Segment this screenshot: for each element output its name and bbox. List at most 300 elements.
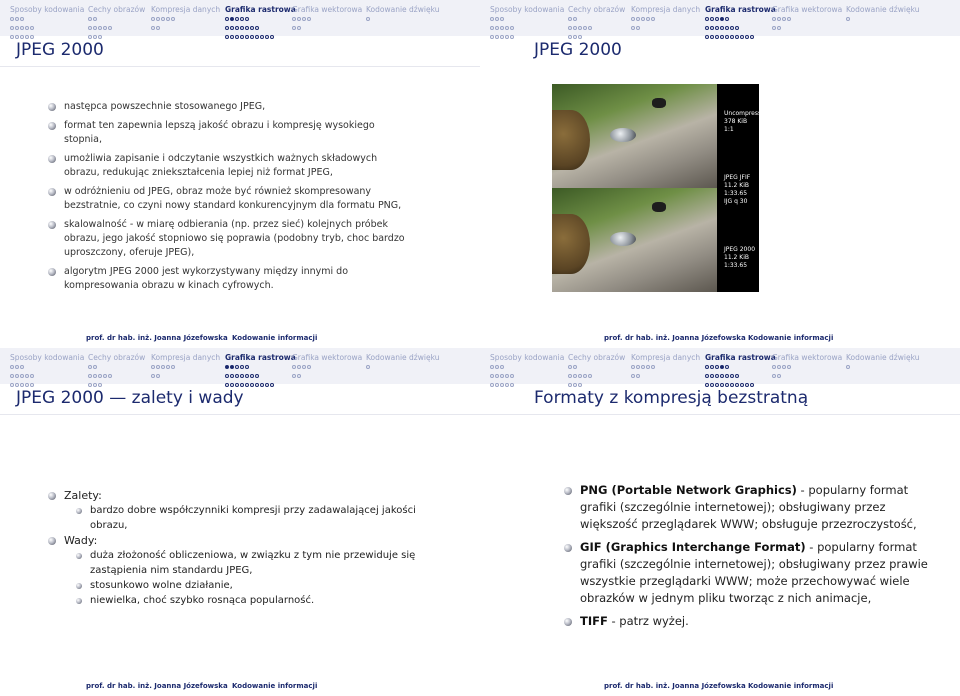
nav-frame-dot-icon[interactable]: [240, 26, 244, 30]
nav-frame-dot-icon[interactable]: [235, 35, 239, 39]
nav-frame-dot-icon[interactable]: [641, 17, 645, 21]
nav-section-title[interactable]: Grafika wektorowa: [772, 5, 843, 14]
nav-section-title[interactable]: Sposoby kodowania: [10, 5, 85, 14]
nav-section-title[interactable]: Cechy obrazów: [568, 5, 626, 14]
nav-frame-dot-icon[interactable]: [846, 365, 850, 369]
nav-section[interactable]: [88, 353, 145, 389]
nav-frame-dot-icon[interactable]: [151, 26, 155, 30]
bullet-ball-icon: [48, 268, 56, 276]
nav-frame-dot-icon[interactable]: [568, 35, 572, 39]
slide-jpeg2000-features: [0, 0, 480, 348]
nav-frame-dot-icon[interactable]: [490, 365, 494, 369]
nav-frame-dot-icon[interactable]: [302, 17, 306, 21]
nav-frame-dot-icon[interactable]: [302, 365, 306, 369]
nav-section[interactable]: [490, 5, 564, 41]
nav-frame-dot-icon[interactable]: [88, 374, 92, 378]
nav-section-title[interactable]: Kompresja danych: [151, 353, 221, 362]
nav-section[interactable]: [705, 5, 776, 41]
nav-frame-dot-icon[interactable]: [715, 383, 719, 387]
nav-frame-dot-icon[interactable]: [297, 365, 301, 369]
nav-frame-dot-icon[interactable]: [495, 35, 499, 39]
nav-frame-dot-icon[interactable]: [500, 26, 504, 30]
nav-frame-dot-icon[interactable]: [20, 365, 24, 369]
nav-section-title[interactable]: Grafika wektorowa: [772, 353, 843, 362]
nav-frame-dot-icon[interactable]: [88, 35, 92, 39]
nav-frame-dot-icon[interactable]: [235, 17, 239, 21]
nav-frame-dot-icon[interactable]: [30, 383, 34, 387]
nav-frame-dot-icon[interactable]: [495, 374, 499, 378]
nav-frame-dot-icon[interactable]: [500, 365, 504, 369]
nav-frame-dot-icon[interactable]: [15, 17, 19, 21]
nav-frame-dot-icon[interactable]: [15, 35, 19, 39]
nav-frame-dot-icon[interactable]: [93, 35, 97, 39]
nav-frame-dot-icon[interactable]: [720, 17, 724, 21]
label-jpeg2000: JPEG 2000 11.2 KiB 1:33.65: [724, 246, 756, 269]
nav-frame-dot-icon[interactable]: [705, 35, 709, 39]
nav-frame-dot-icon[interactable]: [240, 374, 244, 378]
nav-frame-dot-icon[interactable]: [573, 35, 577, 39]
nav-section[interactable]: [88, 5, 145, 41]
nav-frame-dot-icon[interactable]: [366, 17, 370, 21]
bullet-ball-icon: [76, 553, 82, 559]
nav-section-title[interactable]: Cechy obrazów: [88, 353, 146, 362]
nav-frame-dot-icon[interactable]: [151, 17, 155, 21]
nav-frame-dot-icon[interactable]: [725, 26, 729, 30]
footer-course: Kodowanie informacji: [748, 682, 834, 690]
nav-frame-dot-icon[interactable]: [631, 365, 635, 369]
nav-frame-dot-icon[interactable]: [93, 374, 97, 378]
nav-frame-dot-icon[interactable]: [93, 383, 97, 387]
nav-section[interactable]: [225, 353, 296, 389]
nav-frame-dot-icon[interactable]: [568, 365, 572, 369]
nav-section[interactable]: [366, 5, 439, 23]
nav-section-title[interactable]: Kompresja danych: [151, 5, 221, 14]
nav-section[interactable]: [292, 353, 362, 380]
nav-frame-dot-icon[interactable]: [270, 35, 274, 39]
nav-frame-dot-icon[interactable]: [15, 26, 19, 30]
nav-section-title[interactable]: Sposoby kodowania: [490, 5, 565, 14]
nav-section[interactable]: [366, 353, 439, 371]
nav-frame-dot-icon[interactable]: [720, 365, 724, 369]
nav-frame-dot-icon[interactable]: [505, 383, 509, 387]
nav-frame-dot-icon[interactable]: [510, 35, 514, 39]
nav-frame-dot-icon[interactable]: [641, 365, 645, 369]
nav-frame-dot-icon[interactable]: [730, 26, 734, 30]
nav-frame-dot-icon[interactable]: [777, 17, 781, 21]
nav-frame-dot-icon[interactable]: [15, 374, 19, 378]
nav-frame-dot-icon[interactable]: [161, 17, 165, 21]
nav-frame-dot-icon[interactable]: [265, 383, 269, 387]
nav-section[interactable]: [568, 5, 625, 41]
nav-frame-dot-icon[interactable]: [636, 374, 640, 378]
nav-frame-dot-icon[interactable]: [20, 26, 24, 30]
nav-frame-dot-icon[interactable]: [255, 374, 259, 378]
nav-section[interactable]: [225, 5, 296, 41]
nav-frame-dot-icon[interactable]: [495, 26, 499, 30]
nav-frame-dot-icon[interactable]: [93, 365, 97, 369]
nav-frame-dot-icon[interactable]: [10, 365, 14, 369]
nav-frame-dot-icon[interactable]: [705, 26, 709, 30]
nav-frame-dot-icon[interactable]: [578, 383, 582, 387]
nav-frame-dot-icon[interactable]: [510, 26, 514, 30]
nav-frame-dot-icon[interactable]: [250, 26, 254, 30]
nav-section[interactable]: [772, 353, 842, 380]
nav-frame-dot-icon[interactable]: [636, 17, 640, 21]
nav-frame-dot-icon[interactable]: [225, 383, 229, 387]
nav-frame-dot-icon[interactable]: [98, 383, 102, 387]
bullet-ball-icon: [76, 598, 82, 604]
nav-frame-dot-icon[interactable]: [750, 383, 754, 387]
nav-frame-dot-icon[interactable]: [260, 35, 264, 39]
list-item: bardzo dobre współczynniki kompresji przy zadawalającej jakości obrazu,: [76, 503, 428, 533]
nav-frame-dot-icon[interactable]: [171, 365, 175, 369]
nav-frame-dot-icon[interactable]: [297, 374, 301, 378]
nav-frame-dot-icon[interactable]: [715, 365, 719, 369]
nav-frame-dot-icon[interactable]: [495, 365, 499, 369]
nav-frame-dot-icon[interactable]: [510, 374, 514, 378]
nav-frame-dot-icon[interactable]: [292, 26, 296, 30]
nav-frame-dot-icon[interactable]: [93, 26, 97, 30]
nav-section[interactable]: [292, 5, 362, 32]
nav-frame-dot-icon[interactable]: [720, 383, 724, 387]
nav-frame-dot-icon[interactable]: [20, 374, 24, 378]
slide-title: JPEG 2000: [534, 40, 622, 60]
nav-frame-dot-icon[interactable]: [225, 35, 229, 39]
nav-frame-dot-icon[interactable]: [240, 35, 244, 39]
nav-frame-dot-icon[interactable]: [846, 17, 850, 21]
nav-frame-dot-icon[interactable]: [225, 374, 229, 378]
nav-section-title[interactable]: Kodowanie dźwięku: [846, 5, 920, 14]
list-item: GIF (Graphics Interchange Format) - popularny format grafiki (szczególnie internetowej); obsługiwany przez prawie wszystkie przeglądarki WWW; może przechowywać wiele obrazków w jednym pliku tworząc z nich animacje,: [564, 539, 934, 607]
nav-section[interactable]: [846, 353, 919, 371]
nav-section[interactable]: [490, 353, 564, 389]
nav-frame-dot-icon[interactable]: [292, 374, 296, 378]
nav-section-title[interactable]: Grafika rastrowa: [705, 353, 776, 362]
nav-frame-dot-icon[interactable]: [588, 374, 592, 378]
nav-frame-dot-icon[interactable]: [292, 365, 296, 369]
nav-frame-dot-icon[interactable]: [10, 26, 14, 30]
nav-frame-dot-icon[interactable]: [250, 35, 254, 39]
nav-frame-dot-icon[interactable]: [735, 35, 739, 39]
nav-section-title[interactable]: Kodowanie dźwięku: [366, 353, 440, 362]
nav-frame-dot-icon[interactable]: [740, 383, 744, 387]
nav-frame-dot-icon[interactable]: [166, 17, 170, 21]
nav-frame-dot-icon[interactable]: [715, 374, 719, 378]
nav-frame-dot-icon[interactable]: [735, 26, 739, 30]
nav-frame-dot-icon[interactable]: [245, 383, 249, 387]
nav-frame-dot-icon[interactable]: [710, 374, 714, 378]
nav-frame-dot-icon[interactable]: [250, 383, 254, 387]
nav-frame-dot-icon[interactable]: [710, 26, 714, 30]
nav-frame-dot-icon[interactable]: [725, 35, 729, 39]
nav-frame-dot-icon[interactable]: [156, 365, 160, 369]
nav-section-title[interactable]: Sposoby kodowania: [490, 353, 565, 362]
nav-section[interactable]: [631, 353, 700, 380]
nav-frame-dot-icon[interactable]: [270, 383, 274, 387]
nav-frame-dot-icon[interactable]: [782, 365, 786, 369]
nav-frame-dot-icon[interactable]: [103, 374, 107, 378]
nav-frame-dot-icon[interactable]: [307, 17, 311, 21]
nav-section-title[interactable]: Cechy obrazów: [88, 5, 146, 14]
nav-section-title[interactable]: Grafika rastrowa: [225, 5, 296, 14]
nav-frame-dot-icon[interactable]: [108, 26, 112, 30]
nav-frame-dot-icon[interactable]: [230, 17, 234, 21]
nav-frame-dot-icon[interactable]: [636, 26, 640, 30]
nav-frame-dot-icon[interactable]: [495, 17, 499, 21]
nav-frame-dot-icon[interactable]: [735, 383, 739, 387]
nav-frame-dot-icon[interactable]: [15, 365, 19, 369]
nav-frame-dot-icon[interactable]: [260, 383, 264, 387]
nav-frame-dot-icon[interactable]: [787, 365, 791, 369]
nav-frame-dot-icon[interactable]: [631, 374, 635, 378]
nav-frame-dot-icon[interactable]: [245, 365, 249, 369]
nav-frame-dot-icon[interactable]: [297, 26, 301, 30]
nav-section[interactable]: [772, 5, 842, 32]
nav-frame-dot-icon[interactable]: [720, 26, 724, 30]
nav-frame-dot-icon[interactable]: [705, 365, 709, 369]
list-item: następca powszechnie stosowanego JPEG,: [48, 100, 408, 114]
nav-section-title[interactable]: Grafika rastrowa: [225, 353, 296, 362]
nav-frame-dot-icon[interactable]: [20, 383, 24, 387]
nav-frame-dot-icon[interactable]: [235, 365, 239, 369]
nav-frame-dot-icon[interactable]: [735, 374, 739, 378]
nav-section-title[interactable]: Kodowanie dźwięku: [366, 5, 440, 14]
nav-frame-dot-icon[interactable]: [10, 383, 14, 387]
nav-frame-dot-icon[interactable]: [25, 35, 29, 39]
nav-frame-dot-icon[interactable]: [490, 383, 494, 387]
nav-frame-dot-icon[interactable]: [730, 35, 734, 39]
nav-frame-dot-icon[interactable]: [500, 374, 504, 378]
nav-frame-dot-icon[interactable]: [568, 374, 572, 378]
nav-frame-dot-icon[interactable]: [720, 35, 724, 39]
nav-section[interactable]: [631, 5, 700, 32]
nav-frame-dot-icon[interactable]: [705, 383, 709, 387]
nav-frame-dot-icon[interactable]: [108, 374, 112, 378]
nav-frame-dot-icon[interactable]: [88, 17, 92, 21]
nav-frame-dot-icon[interactable]: [230, 365, 234, 369]
nav-frame-dot-icon[interactable]: [156, 374, 160, 378]
nav-section[interactable]: [705, 353, 776, 389]
nav-frame-dot-icon[interactable]: [500, 17, 504, 21]
nav-section[interactable]: [151, 353, 220, 380]
nav-frame-dot-icon[interactable]: [705, 374, 709, 378]
nav-frame-dot-icon[interactable]: [30, 26, 34, 30]
nav-frame-dot-icon[interactable]: [705, 17, 709, 21]
list-item: Zalety: bardzo dobre współczynniki kompresji przy zadawalającej jakości obrazu,: [48, 488, 428, 533]
nav-frame-dot-icon[interactable]: [20, 17, 24, 21]
nav-frame-dot-icon[interactable]: [88, 26, 92, 30]
nav-frame-dot-icon[interactable]: [225, 365, 229, 369]
nav-frame-dot-icon[interactable]: [20, 35, 24, 39]
nav-section-title[interactable]: Kodowanie dźwięku: [846, 353, 920, 362]
nav-frame-dot-icon[interactable]: [166, 365, 170, 369]
nav-frame-dot-icon[interactable]: [490, 26, 494, 30]
nav-bar[interactable]: [0, 348, 480, 384]
nav-frame-dot-icon[interactable]: [500, 383, 504, 387]
nav-frame-dot-icon[interactable]: [651, 365, 655, 369]
nav-frame-dot-icon[interactable]: [772, 26, 776, 30]
nav-frame-dot-icon[interactable]: [307, 365, 311, 369]
nav-frame-dot-icon[interactable]: [245, 35, 249, 39]
nav-frame-dot-icon[interactable]: [715, 26, 719, 30]
nav-frame-dot-icon[interactable]: [250, 374, 254, 378]
nav-frame-dot-icon[interactable]: [88, 365, 92, 369]
nav-section-title[interactable]: Kompresja danych: [631, 353, 701, 362]
nav-frame-dot-icon[interactable]: [715, 17, 719, 21]
nav-section-title[interactable]: Cechy obrazów: [568, 353, 626, 362]
nav-frame-dot-icon[interactable]: [631, 26, 635, 30]
plant-pot-shape: [552, 110, 590, 170]
nav-frame-dot-icon[interactable]: [25, 374, 29, 378]
nav-section-title[interactable]: Grafika wektorowa: [292, 5, 363, 14]
nav-frame-dot-icon[interactable]: [161, 365, 165, 369]
nav-frame-dot-icon[interactable]: [171, 17, 175, 21]
nav-frame-dot-icon[interactable]: [156, 17, 160, 21]
nav-frame-dot-icon[interactable]: [740, 35, 744, 39]
nav-bar[interactable]: [480, 0, 960, 36]
nav-frame-dot-icon[interactable]: [265, 35, 269, 39]
nav-frame-dot-icon[interactable]: [255, 383, 259, 387]
nav-frame-dot-icon[interactable]: [750, 35, 754, 39]
nav-frame-dot-icon[interactable]: [588, 26, 592, 30]
nav-frame-dot-icon[interactable]: [568, 17, 572, 21]
nav-frame-dot-icon[interactable]: [710, 35, 714, 39]
nav-frame-dot-icon[interactable]: [583, 26, 587, 30]
nav-frame-dot-icon[interactable]: [103, 26, 107, 30]
nav-frame-dot-icon[interactable]: [573, 383, 577, 387]
nav-frame-dot-icon[interactable]: [98, 26, 102, 30]
nav-frame-dot-icon[interactable]: [725, 374, 729, 378]
nav-frame-dot-icon[interactable]: [235, 383, 239, 387]
nav-section[interactable]: [151, 5, 220, 32]
nav-frame-dot-icon[interactable]: [230, 383, 234, 387]
nav-frame-dot-icon[interactable]: [646, 17, 650, 21]
nav-frame-dot-icon[interactable]: [730, 374, 734, 378]
nav-frame-dot-icon[interactable]: [366, 365, 370, 369]
nav-frame-dot-icon[interactable]: [777, 365, 781, 369]
nav-section-title[interactable]: Kompresja danych: [631, 5, 701, 14]
nav-frame-dot-icon[interactable]: [240, 365, 244, 369]
nav-frame-dot-icon[interactable]: [730, 383, 734, 387]
nav-frame-dot-icon[interactable]: [777, 374, 781, 378]
nav-frame-dot-icon[interactable]: [725, 383, 729, 387]
nav-frame-dot-icon[interactable]: [787, 17, 791, 21]
nav-frame-dot-icon[interactable]: [88, 383, 92, 387]
nav-frame-dot-icon[interactable]: [777, 26, 781, 30]
nav-frame-dot-icon[interactable]: [490, 374, 494, 378]
nav-section-title[interactable]: Grafika wektorowa: [292, 353, 363, 362]
nav-frame-dot-icon[interactable]: [240, 17, 244, 21]
nav-frame-dot-icon[interactable]: [568, 26, 572, 30]
nav-frame-dot-icon[interactable]: [25, 383, 29, 387]
nav-frame-dot-icon[interactable]: [490, 35, 494, 39]
nav-frame-dot-icon[interactable]: [225, 26, 229, 30]
nav-frame-dot-icon[interactable]: [490, 17, 494, 21]
nav-frame-dot-icon[interactable]: [573, 365, 577, 369]
nav-frame-dot-icon[interactable]: [230, 26, 234, 30]
nav-frame-dot-icon[interactable]: [255, 26, 259, 30]
nav-frame-dot-icon[interactable]: [240, 383, 244, 387]
nav-frame-dot-icon[interactable]: [725, 365, 729, 369]
nav-frame-dot-icon[interactable]: [297, 17, 301, 21]
nav-frame-dot-icon[interactable]: [651, 17, 655, 21]
nav-frame-dot-icon[interactable]: [578, 26, 582, 30]
nav-frame-dot-icon[interactable]: [151, 365, 155, 369]
nav-frame-dot-icon[interactable]: [505, 374, 509, 378]
nav-frame-dot-icon[interactable]: [156, 26, 160, 30]
nav-section[interactable]: [846, 5, 919, 23]
nav-section[interactable]: [10, 5, 84, 41]
nav-frame-dot-icon[interactable]: [245, 17, 249, 21]
nav-frame-dot-icon[interactable]: [10, 17, 14, 21]
nav-frame-dot-icon[interactable]: [573, 26, 577, 30]
nav-frame-dot-icon[interactable]: [646, 365, 650, 369]
nav-frame-dot-icon[interactable]: [98, 35, 102, 39]
nav-section-title[interactable]: Grafika rastrowa: [705, 5, 776, 14]
nav-frame-dot-icon[interactable]: [98, 374, 102, 378]
nav-frame-dot-icon[interactable]: [255, 35, 259, 39]
nav-frame-dot-icon[interactable]: [782, 17, 786, 21]
nav-frame-dot-icon[interactable]: [93, 17, 97, 21]
nav-frame-dot-icon[interactable]: [245, 374, 249, 378]
nav-frame-dot-icon[interactable]: [30, 35, 34, 39]
nav-frame-dot-icon[interactable]: [25, 26, 29, 30]
nav-frame-dot-icon[interactable]: [710, 383, 714, 387]
nav-frame-dot-icon[interactable]: [772, 365, 776, 369]
nav-frame-dot-icon[interactable]: [495, 383, 499, 387]
nav-frame-dot-icon[interactable]: [725, 17, 729, 21]
nav-section-title[interactable]: Sposoby kodowania: [10, 353, 85, 362]
nav-frame-dot-icon[interactable]: [245, 26, 249, 30]
nav-bar[interactable]: [0, 0, 480, 36]
nav-frame-dot-icon[interactable]: [151, 374, 155, 378]
nav-frame-dot-icon[interactable]: [230, 374, 234, 378]
nav-frame-dot-icon[interactable]: [745, 383, 749, 387]
nav-section[interactable]: [10, 353, 84, 389]
nav-frame-dot-icon[interactable]: [225, 17, 229, 21]
nav-frame-dot-icon[interactable]: [10, 35, 14, 39]
nav-frame-dot-icon[interactable]: [631, 17, 635, 21]
nav-frame-dot-icon[interactable]: [230, 35, 234, 39]
nav-frame-dot-icon[interactable]: [710, 17, 714, 21]
nav-frame-dot-icon[interactable]: [573, 17, 577, 21]
nav-frame-dot-icon[interactable]: [715, 35, 719, 39]
nav-frame-dot-icon[interactable]: [235, 26, 239, 30]
nav-frame-dot-icon[interactable]: [505, 35, 509, 39]
nav-frame-dot-icon[interactable]: [235, 374, 239, 378]
nav-frame-dot-icon[interactable]: [500, 35, 504, 39]
nav-frame-dot-icon[interactable]: [573, 374, 577, 378]
nav-bar[interactable]: [480, 348, 960, 384]
nav-frame-dot-icon[interactable]: [772, 374, 776, 378]
nav-frame-dot-icon[interactable]: [772, 17, 776, 21]
nav-frame-dot-icon[interactable]: [578, 35, 582, 39]
nav-frame-dot-icon[interactable]: [15, 383, 19, 387]
nav-section[interactable]: [568, 353, 625, 389]
nav-frame-dot-icon[interactable]: [745, 35, 749, 39]
nav-frame-dot-icon[interactable]: [510, 383, 514, 387]
nav-frame-dot-icon[interactable]: [583, 374, 587, 378]
nav-frame-dot-icon[interactable]: [568, 383, 572, 387]
nav-frame-dot-icon[interactable]: [30, 374, 34, 378]
nav-frame-dot-icon[interactable]: [505, 26, 509, 30]
nav-frame-dot-icon[interactable]: [578, 374, 582, 378]
nav-frame-dot-icon[interactable]: [710, 365, 714, 369]
nav-frame-dot-icon[interactable]: [636, 365, 640, 369]
nav-frame-dot-icon[interactable]: [720, 374, 724, 378]
nav-frame-dot-icon[interactable]: [10, 374, 14, 378]
nav-frame-dot-icon[interactable]: [292, 17, 296, 21]
